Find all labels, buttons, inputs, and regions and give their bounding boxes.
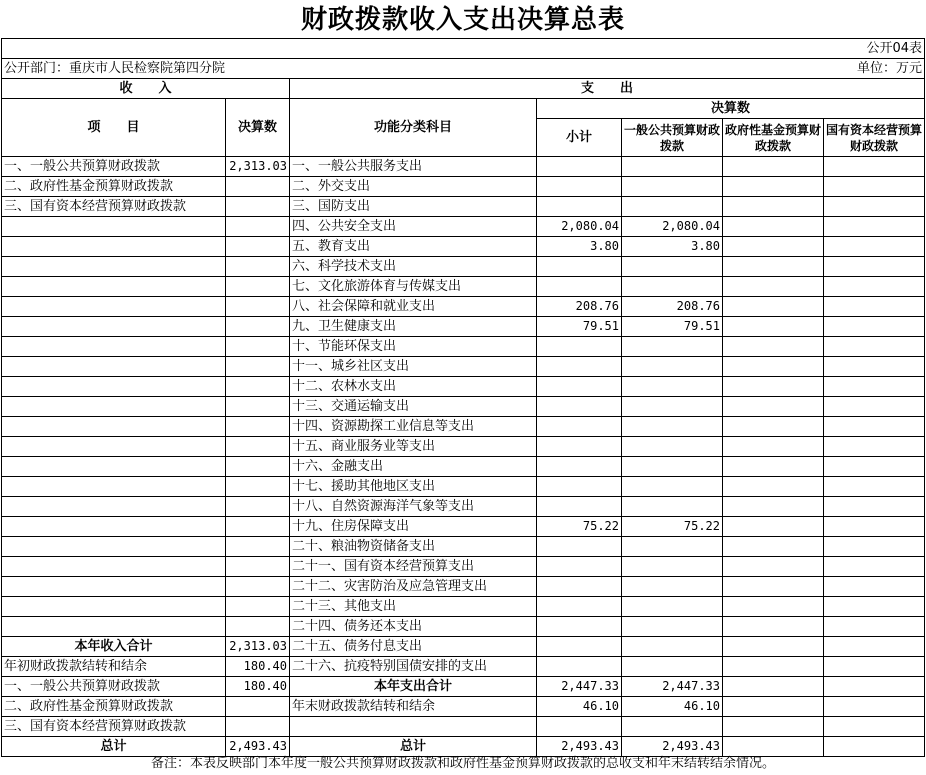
- subtotal-cell: [537, 597, 622, 617]
- table-row: [2, 477, 925, 497]
- income-amount-cell: [226, 417, 290, 437]
- income-amount-cell: [226, 517, 290, 537]
- expense-subject-cell: 年末财政拨款结转和结余: [290, 697, 537, 717]
- expense-subject-cell: 本年支出合计: [290, 677, 537, 697]
- subtotal-cell: [537, 337, 622, 357]
- state-capital-cell: [824, 217, 925, 237]
- table-row: [2, 377, 925, 397]
- general-budget-cell: [622, 397, 723, 417]
- general-budget-cell: [622, 457, 723, 477]
- fund-budget-cell: [723, 297, 824, 317]
- subtotal-cell: [537, 637, 622, 657]
- state-capital-cell: [824, 357, 925, 377]
- subtotal-cell: [537, 437, 622, 457]
- table-row: [2, 597, 925, 617]
- table-row: [2, 617, 925, 637]
- state-capital-cell: [824, 377, 925, 397]
- income-item-cell: 本年收入合计: [2, 637, 226, 657]
- state-capital-cell: [824, 337, 925, 357]
- general-budget-cell: 2,447.33: [622, 677, 723, 697]
- income-item-cell: [2, 237, 226, 257]
- fund-budget-cell: [723, 677, 824, 697]
- state-capital-cell: [824, 697, 925, 717]
- subtotal-cell: [537, 497, 622, 517]
- state-capital-cell: [824, 437, 925, 457]
- table-row: [2, 717, 925, 737]
- income-item-cell: [2, 437, 226, 457]
- state-capital-cell: [824, 517, 925, 537]
- expense-subject-cell: 十六、金融支出: [290, 457, 537, 477]
- table-row: [2, 497, 925, 517]
- report-title: 财政拨款收入支出决算总表: [300, 5, 625, 35]
- state-capital-cell: [824, 197, 925, 217]
- income-amount-cell: 2,313.03: [226, 637, 290, 657]
- income-amount-cell: [226, 177, 290, 197]
- income-item-cell: 二、政府性基金预算财政拨款: [2, 697, 226, 717]
- subtotal-cell: [537, 557, 622, 577]
- state-capital-cell: [824, 177, 925, 197]
- general-budget-cell: 2,080.04: [622, 217, 723, 237]
- income-amount-cell: [226, 197, 290, 217]
- income-amount-cell: [226, 537, 290, 557]
- subtotal-cell: [537, 257, 622, 277]
- income-item-cell: [2, 417, 226, 437]
- subtotal-cell: 2,080.04: [537, 217, 622, 237]
- general-budget-cell: [622, 657, 723, 677]
- table-row: [2, 677, 925, 697]
- fund-budget-cell: [723, 617, 824, 637]
- subtotal-cell: [537, 717, 622, 737]
- general-budget-cell: [622, 557, 723, 577]
- subtotal-cell: 3.80: [537, 237, 622, 257]
- table-row: [2, 697, 925, 717]
- income-item-cell: [2, 337, 226, 357]
- income-amount-cell: [226, 477, 290, 497]
- income-amount-cell: [226, 317, 290, 337]
- header-row-1: [2, 79, 925, 99]
- subtotal-cell: [537, 577, 622, 597]
- expense-subject-cell: 七、文化旅游体育与传媒支出: [290, 277, 537, 297]
- fund-budget-cell: [723, 237, 824, 257]
- income-item-cell: [2, 537, 226, 557]
- income-item-cell: [2, 217, 226, 237]
- income-item-cell: [2, 357, 226, 377]
- expense-subject-cell: 二十五、债务付息支出: [290, 637, 537, 657]
- subtotal-cell: 75.22: [537, 517, 622, 537]
- income-amount-cell: [226, 597, 290, 617]
- state-capital-cell: [824, 617, 925, 637]
- expense-subject-cell: 十二、农林水支出: [290, 377, 537, 397]
- subtotal-header: 小计: [537, 119, 622, 157]
- general-budget-cell: 79.51: [622, 317, 723, 337]
- income-amount-cell: [226, 297, 290, 317]
- income-item-cell: [2, 317, 226, 337]
- expense-subject-cell: 总计: [290, 737, 537, 757]
- expense-subject-cell: 十五、商业服务业等支出: [290, 437, 537, 457]
- fund-budget-cell: [723, 437, 824, 457]
- income-amount-cell: [226, 357, 290, 377]
- expense-subject-cell: [290, 717, 537, 737]
- income-amount-cell: [226, 337, 290, 357]
- income-item-cell: [2, 477, 226, 497]
- income-amount-cell: [226, 557, 290, 577]
- income-item-cell: 总计: [2, 737, 226, 757]
- fund-budget-cell: [723, 197, 824, 217]
- final-amount-group-header: 决算数: [537, 99, 925, 119]
- state-capital-cell: [824, 397, 925, 417]
- fund-budget-cell: [723, 157, 824, 177]
- expense-subject-cell: 九、卫生健康支出: [290, 317, 537, 337]
- table-row: [2, 357, 925, 377]
- state-capital-cell: [824, 597, 925, 617]
- general-budget-cell: [622, 257, 723, 277]
- fund-budget-cell: [723, 457, 824, 477]
- subtotal-cell: [537, 397, 622, 417]
- state-capital-cell: [824, 477, 925, 497]
- function-subject-header: 功能分类科目: [290, 99, 537, 157]
- income-item-cell: [2, 277, 226, 297]
- state-capital-cell: [824, 677, 925, 697]
- state-capital-cell: [824, 237, 925, 257]
- expense-subject-cell: 二十、粮油物资储备支出: [290, 537, 537, 557]
- general-budget-cell: [622, 617, 723, 637]
- state-capital-budget-header: 国有资本经营预算财政拨款: [824, 119, 925, 157]
- table-row: [2, 197, 925, 217]
- general-budget-cell: [622, 337, 723, 357]
- income-amount-cell: [226, 577, 290, 597]
- income-amount-cell: 180.40: [226, 657, 290, 677]
- table-row: [2, 637, 925, 657]
- fund-budget-cell: [723, 597, 824, 617]
- income-amount-cell: [226, 437, 290, 457]
- expense-subject-cell: 十一、城乡社区支出: [290, 357, 537, 377]
- general-budget-cell: [622, 177, 723, 197]
- general-budget-cell: [622, 477, 723, 497]
- expense-subject-cell: 二十四、债务还本支出: [290, 617, 537, 637]
- subtotal-cell: [537, 477, 622, 497]
- income-amount-cell: [226, 257, 290, 277]
- fund-budget-cell: [723, 357, 824, 377]
- expense-subject-cell: 十三、交通运输支出: [290, 397, 537, 417]
- fund-budget-cell: [723, 377, 824, 397]
- unit: 单位：万元: [824, 59, 925, 79]
- subtotal-cell: 2,493.43: [537, 737, 622, 757]
- income-item-cell: [2, 257, 226, 277]
- general-budget-cell: [622, 157, 723, 177]
- expense-subject-cell: 二十三、其他支出: [290, 597, 537, 617]
- form-code: 公开04表: [824, 39, 925, 59]
- subtotal-cell: [537, 277, 622, 297]
- fund-budget-cell: [723, 217, 824, 237]
- general-budget-cell: [622, 437, 723, 457]
- table-row: [2, 437, 925, 457]
- subtotal-cell: [537, 357, 622, 377]
- table-row: [2, 557, 925, 577]
- income-amount-cell: [226, 697, 290, 717]
- general-budget-cell: 46.10: [622, 697, 723, 717]
- income-amount-cell: [226, 277, 290, 297]
- income-amount-cell: [226, 217, 290, 237]
- table-row: [2, 517, 925, 537]
- state-capital-cell: [824, 157, 925, 177]
- fund-budget-cell: [723, 577, 824, 597]
- fund-budget-cell: [723, 537, 824, 557]
- general-budget-cell: [622, 597, 723, 617]
- subtotal-cell: [537, 377, 622, 397]
- subtotal-cell: [537, 177, 622, 197]
- income-amount-cell: [226, 377, 290, 397]
- final-amount-header: 决算数: [226, 99, 290, 157]
- fund-budget-cell: [723, 657, 824, 677]
- table-row: [2, 457, 925, 477]
- subtotal-cell: 79.51: [537, 317, 622, 337]
- general-budget-cell: [622, 417, 723, 437]
- state-capital-cell: [824, 577, 925, 597]
- income-item-cell: [2, 497, 226, 517]
- expense-subject-cell: 八、社会保障和就业支出: [290, 297, 537, 317]
- subtotal-cell: [537, 157, 622, 177]
- expense-subject-cell: 三、国防支出: [290, 197, 537, 217]
- expense-subject-cell: 十九、住房保障支出: [290, 517, 537, 537]
- table-row: [2, 297, 925, 317]
- fund-budget-cell: [723, 397, 824, 417]
- fund-budget-cell: [723, 317, 824, 337]
- general-budget-header: 一般公共预算财政拨款: [622, 119, 723, 157]
- table-row: [2, 397, 925, 417]
- income-item-cell: [2, 557, 226, 577]
- state-capital-cell: [824, 497, 925, 517]
- expense-subject-cell: 十七、援助其他地区支出: [290, 477, 537, 497]
- income-item-cell: [2, 597, 226, 617]
- expense-subject-cell: 一、一般公共服务支出: [290, 157, 537, 177]
- income-item-cell: 年初财政拨款结转和结余: [2, 657, 226, 677]
- income-amount-cell: [226, 397, 290, 417]
- state-capital-cell: [824, 277, 925, 297]
- fund-budget-cell: [723, 417, 824, 437]
- income-item-cell: 二、政府性基金预算财政拨款: [2, 177, 226, 197]
- income-amount-cell: [226, 457, 290, 477]
- table-row: [2, 317, 925, 337]
- fund-budget-header: 政府性基金预算财政拨款: [723, 119, 824, 157]
- header-row-2: [2, 99, 925, 119]
- expense-header: 支 出: [290, 79, 925, 99]
- subtotal-cell: 2,447.33: [537, 677, 622, 697]
- general-budget-cell: [622, 357, 723, 377]
- expense-subject-cell: 十四、资源勘探工业信息等支出: [290, 417, 537, 437]
- form-code-row: [2, 39, 925, 59]
- income-item-cell: [2, 457, 226, 477]
- expense-subject-cell: 六、科学技术支出: [290, 257, 537, 277]
- table-row: [2, 237, 925, 257]
- general-budget-cell: [622, 637, 723, 657]
- subtotal-cell: [537, 617, 622, 637]
- fund-budget-cell: [723, 557, 824, 577]
- income-item-cell: [2, 377, 226, 397]
- income-item-cell: 一、一般公共预算财政拨款: [2, 157, 226, 177]
- income-amount-cell: 180.40: [226, 677, 290, 697]
- income-item-cell: 三、国有资本经营预算财政拨款: [2, 197, 226, 217]
- state-capital-cell: [824, 557, 925, 577]
- fund-budget-cell: [723, 497, 824, 517]
- general-budget-cell: [622, 197, 723, 217]
- income-amount-cell: [226, 237, 290, 257]
- final-accounts-table: [1, 38, 925, 757]
- income-amount-cell: [226, 617, 290, 637]
- table-row: [2, 537, 925, 557]
- general-budget-cell: [622, 277, 723, 297]
- state-capital-cell: [824, 457, 925, 477]
- fund-budget-cell: [723, 517, 824, 537]
- income-header: 收 入: [2, 79, 290, 99]
- table-row: [2, 657, 925, 677]
- general-budget-cell: 208.76: [622, 297, 723, 317]
- expense-subject-cell: 二、外交支出: [290, 177, 537, 197]
- general-budget-cell: [622, 537, 723, 557]
- income-item-cell: [2, 397, 226, 417]
- fund-budget-cell: [723, 637, 824, 657]
- state-capital-cell: [824, 657, 925, 677]
- subtotal-cell: 208.76: [537, 297, 622, 317]
- subtotal-cell: [537, 657, 622, 677]
- table-row: [2, 217, 925, 237]
- state-capital-cell: [824, 717, 925, 737]
- general-budget-cell: 3.80: [622, 237, 723, 257]
- table-row: [2, 277, 925, 297]
- table-row: [2, 577, 925, 597]
- table-row: [2, 337, 925, 357]
- income-amount-cell: 2,493.43: [226, 737, 290, 757]
- general-budget-cell: [622, 377, 723, 397]
- state-capital-cell: [824, 257, 925, 277]
- income-item-cell: [2, 577, 226, 597]
- state-capital-cell: [824, 637, 925, 657]
- expense-subject-cell: 四、公共安全支出: [290, 217, 537, 237]
- income-item-cell: [2, 617, 226, 637]
- table-row: [2, 177, 925, 197]
- subtotal-cell: [537, 417, 622, 437]
- table-row: [2, 257, 925, 277]
- fund-budget-cell: [723, 337, 824, 357]
- department-row: [2, 59, 925, 79]
- general-budget-cell: 75.22: [622, 517, 723, 537]
- expense-subject-cell: 二十一、国有资本经营预算支出: [290, 557, 537, 577]
- expense-subject-cell: 二十二、灾害防治及应急管理支出: [290, 577, 537, 597]
- income-item-cell: 三、国有资本经营预算财政拨款: [2, 717, 226, 737]
- general-budget-cell: [622, 717, 723, 737]
- fund-budget-cell: [723, 177, 824, 197]
- expense-subject-cell: 十八、自然资源海洋气象等支出: [290, 497, 537, 517]
- table-row: [2, 157, 925, 177]
- subtotal-cell: [537, 197, 622, 217]
- expense-subject-cell: 二十六、抗疫特别国债安排的支出: [290, 657, 537, 677]
- expense-subject-cell: 十、节能环保支出: [290, 337, 537, 357]
- subtotal-cell: [537, 537, 622, 557]
- income-item-cell: 一、一般公共预算财政拨款: [2, 677, 226, 697]
- fund-budget-cell: [723, 277, 824, 297]
- item-header: 项 目: [2, 99, 226, 157]
- department: 公开部门：重庆市人民检察院第四分院: [2, 59, 537, 79]
- table-row: [2, 417, 925, 437]
- footnote: 备注：本表反映部门本年度一般公共预算财政拨款和政府性基金预算财政拨款的总收支和年末结转结余情况。: [150, 756, 775, 771]
- state-capital-cell: [824, 317, 925, 337]
- state-capital-cell: [824, 297, 925, 317]
- state-capital-cell: [824, 537, 925, 557]
- subtotal-cell: 46.10: [537, 697, 622, 717]
- general-budget-cell: [622, 497, 723, 517]
- expense-subject-cell: 五、教育支出: [290, 237, 537, 257]
- fund-budget-cell: [723, 717, 824, 737]
- income-amount-cell: [226, 717, 290, 737]
- fund-budget-cell: [723, 697, 824, 717]
- general-budget-cell: 2,493.43: [622, 737, 723, 757]
- income-amount-cell: 2,313.03: [226, 157, 290, 177]
- fund-budget-cell: [723, 477, 824, 497]
- income-amount-cell: [226, 497, 290, 517]
- fund-budget-cell: [723, 257, 824, 277]
- income-item-cell: [2, 297, 226, 317]
- subtotal-cell: [537, 457, 622, 477]
- state-capital-cell: [824, 417, 925, 437]
- general-budget-cell: [622, 577, 723, 597]
- income-item-cell: [2, 517, 226, 537]
